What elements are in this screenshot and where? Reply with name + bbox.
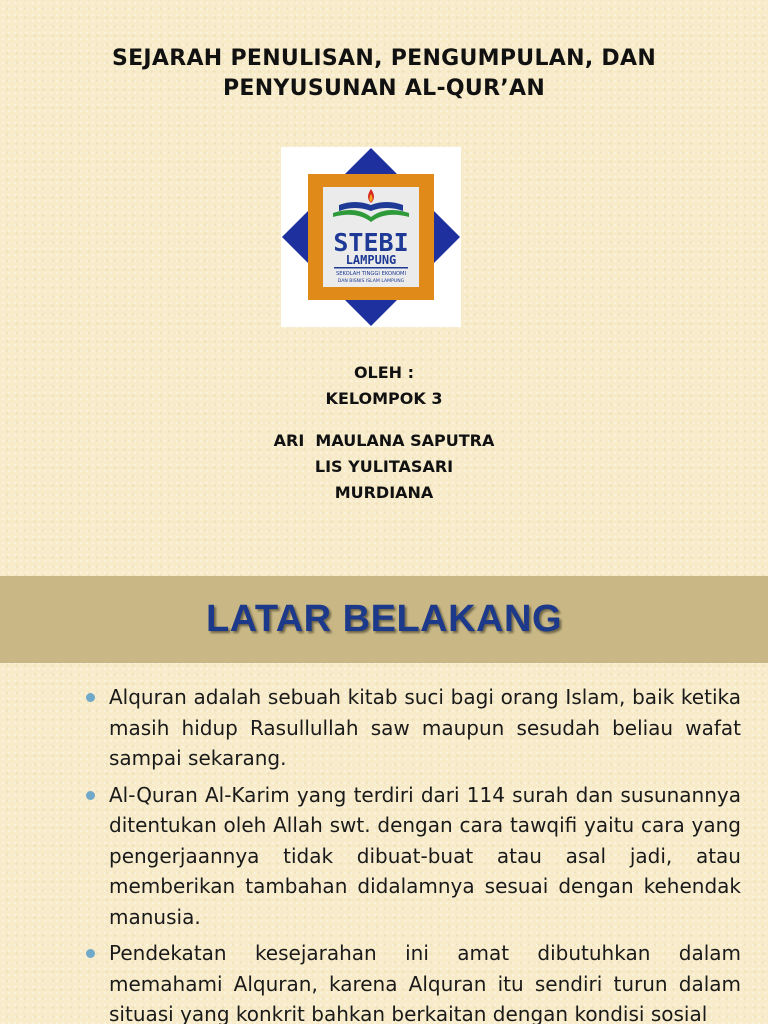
- bullet-icon: [86, 791, 95, 800]
- bullet-text: Pendekatan kesejarahan ini amat dibutuhkan dalam memahami Alquran, karena Alquran itu sendiri turun dalam situasi yang konkrit bahkan berkaitan dengan kondisi sosial: [109, 941, 741, 1024]
- credits: [0, 360, 768, 506]
- member-name: ARI MAULANA SAPUTRA: [273, 431, 495, 450]
- title-line-1: SEJARAH PENULISAN, PENGUMPULAN, DAN: [111, 46, 657, 71]
- stebi-lampung-logo: [281, 147, 461, 327]
- presentation-title: [0, 44, 768, 104]
- logo-text-stebi: STEBI: [333, 228, 409, 257]
- bullet-list: [86, 682, 741, 1024]
- bullet-text: Al-Quran Al-Karim yang terdiri dari 114 surah dan susunannya ditentukan oleh Allah swt. dengan cara tawqifi yaitu cara yang pengerjaannya tidak dibuat-buat atau asal jadi, atau memberikan tambahan didalamnya sesuai dengan kehendak manusia.: [109, 782, 741, 929]
- member-name: LIS YULITASARI: [314, 457, 454, 476]
- section-banner: [0, 576, 768, 663]
- list-item: [86, 682, 741, 774]
- section-heading: LATAR BELAKANG: [206, 598, 562, 640]
- logo-graphic: [281, 147, 461, 327]
- bullet-text: Alquran adalah sebuah kitab suci bagi orang Islam, baik ketika masih hidup Rasullullah saw maupun sesudah beliau wafat sampai sekarang.: [109, 685, 741, 770]
- bullet-icon: [86, 693, 95, 702]
- title-line-2: PENYUSUNAN AL-QUR’AN: [222, 76, 546, 101]
- logo-text-lampung: LAMPUNG: [345, 253, 397, 267]
- logo-tagline-1: SEKOLAH TINGGI EKONOMI: [335, 271, 407, 277]
- bullet-icon: [86, 949, 95, 958]
- group-name: KELOMPOK 3: [325, 389, 443, 408]
- by-label: OLEH :: [353, 363, 415, 382]
- member-name: MURDIANA: [334, 483, 434, 502]
- logo-tagline-2: DAN BISNIS ISLAM LAMPUNG: [337, 279, 405, 284]
- list-item: [86, 938, 741, 1024]
- list-item: [86, 780, 741, 933]
